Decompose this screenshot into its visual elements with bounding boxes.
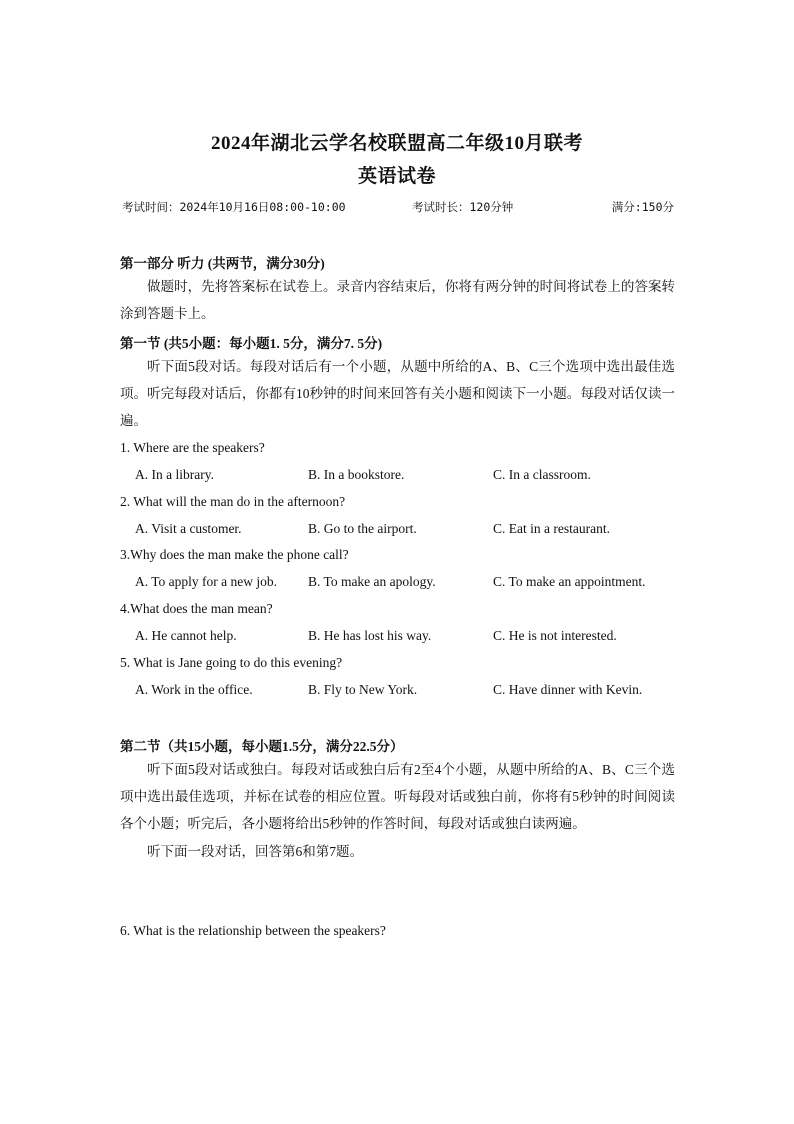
section1-instructions: 听下面5段对话。每段对话后有一个小题，从题中所给的A、B、C三个选项中选出最佳选项。听完每段对话后，你都有10秒钟的时间来回答有关小题和阅读下一小题。每段对话仅读一遍。	[120, 359, 675, 428]
section2-instructions: 听下面5段对话或独白。每段对话或独白后有2至4个小题，从题中所给的A、B、C三个选项中选出最佳选项，并标在试卷的相应位置。听每段对话或独白前，你将有5秒钟的时间阅读各个小题；听完后，各小题将给出5秒钟的作答时间，每段对话或独白读两遍。	[120, 762, 675, 831]
question-4-option-b: B. He has lost his way.	[308, 628, 432, 643]
section2-heading: 第二节（共15小题，每小题1.5分，满分22.5分）	[120, 739, 404, 754]
part1-heading: 第一部分 听力 (共两节，满分30分)	[120, 256, 325, 271]
question-1-option-c: C. In a classroom.	[493, 467, 591, 482]
question-2-stem: 2. What will the man do in the afternoon?	[120, 494, 346, 509]
exam-duration: 考试时长：120分钟	[412, 200, 514, 214]
question-3-option-a: A. To apply for a new job.	[135, 574, 278, 589]
question-4-stem: 4.What does the man mean?	[120, 601, 273, 616]
question-3-option-c: C. To make an appointment.	[493, 574, 646, 589]
question-5-option-c: C. Have dinner with Kevin.	[493, 682, 643, 697]
question-1-stem: 1. Where are the speakers?	[120, 440, 265, 455]
part1-intro: 做题时，先将答案标在试卷上。录音内容结束后，你将有两分钟的时间将试卷上的答案转涂到答题卡上。	[120, 279, 675, 321]
exam-subtitle: 英语试卷	[357, 166, 436, 187]
exam-time: 考试时间：2024年10月16日08:00-10:00	[122, 200, 346, 214]
question-1-option-a: A. In a library.	[135, 467, 214, 482]
question-3-stem: 3.Why does the man make the phone call?	[120, 547, 349, 562]
exam-title: 2024年湖北云学名校联盟高二年级10月联考	[210, 133, 583, 154]
exam-info-row	[122, 199, 674, 215]
question-2-option-b: B. Go to the airport.	[308, 521, 417, 536]
exam-full-score: 满分:150分	[611, 200, 674, 214]
question-2-option-a: A. Visit a customer.	[135, 521, 242, 536]
question-6-stem: 6. What is the relationship between the speakers?	[120, 923, 386, 938]
section2-sub-instruction: 听下面一段对话，回答第6和第7题。	[147, 844, 363, 859]
question-5-option-a: A. Work in the office.	[135, 682, 253, 697]
question-5-stem: 5. What is Jane going to do this evening?	[120, 655, 343, 670]
question-4-option-a: A. He cannot help.	[135, 628, 237, 643]
question-3-option-b: B. To make an apology.	[308, 574, 436, 589]
question-4-option-c: C. He is not interested.	[493, 628, 617, 643]
section1-heading: 第一节 (共5小题：每小题1. 5分，满分7. 5分)	[120, 336, 383, 351]
question-2-option-c: C. Eat in a restaurant.	[493, 521, 610, 536]
question-5-option-b: B. Fly to New York.	[308, 682, 418, 697]
question-1-option-b: B. In a bookstore.	[308, 467, 405, 482]
